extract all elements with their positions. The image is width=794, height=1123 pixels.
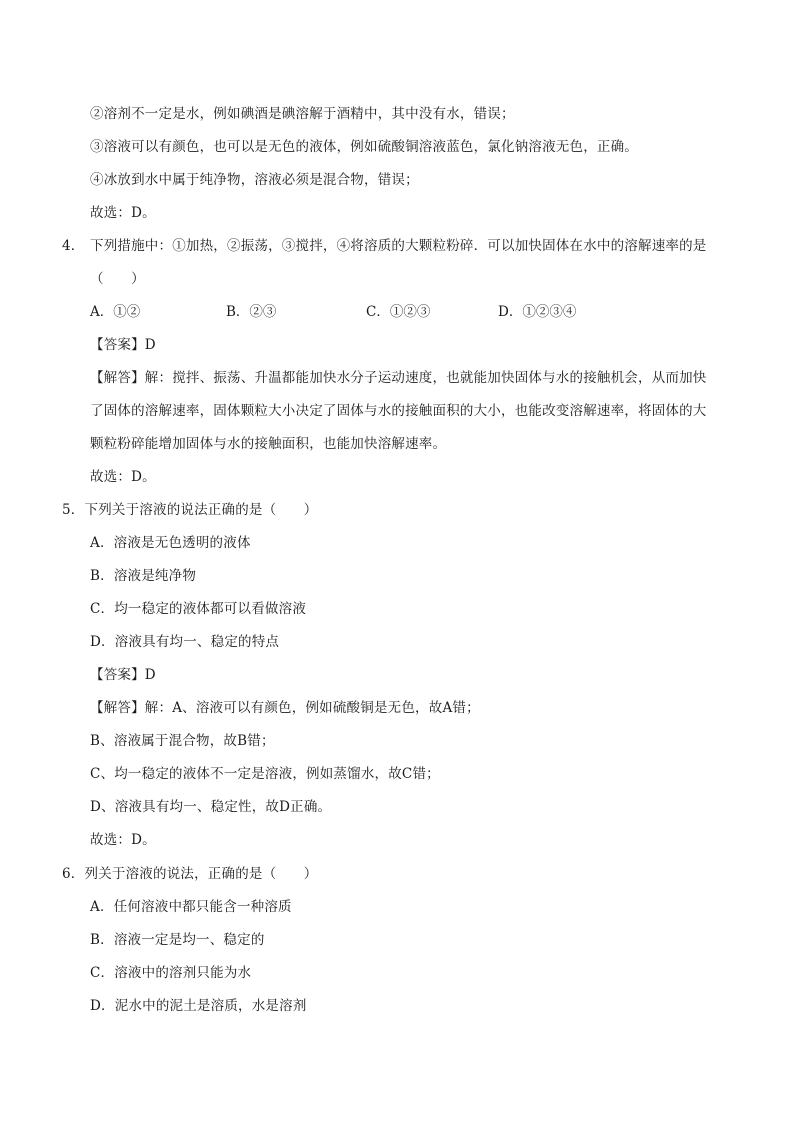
q3-conclusion: 故选：D。: [90, 205, 156, 221]
q3-explanation-point-2: ②溶剂不一定是水，例如碘酒是碘溶解于酒精中，其中没有水，错误；: [90, 106, 515, 122]
q6-stem: 6．列关于溶液的说法，正确的是（ ）: [62, 866, 318, 882]
q4-option-d: D．①②③④: [498, 304, 577, 320]
q6-option-b: B．溶液一定是均一、稳定的: [90, 932, 265, 948]
q5-explanation-line-3: C、均一稳定的液体不一定是溶液，例如蒸馏水，故C错；: [90, 766, 440, 782]
q4-number: 4．: [62, 238, 85, 254]
q4-option-c: C．①②③: [366, 304, 431, 320]
q4-conclusion: 故选：D。: [90, 469, 156, 485]
q4-explanation-line-3: 颗粒粉碎能增加固体与水的接触面积，也能加快溶解速率。: [90, 436, 447, 452]
q6-option-d: D．泥水中的泥土是溶质，水是溶剂: [90, 998, 307, 1014]
q5-explanation-line-1: 【解答】解：A、溶液可以有颜色，例如硫酸铜是无色，故A错；: [90, 700, 480, 716]
q5-conclusion: 故选：D。: [90, 832, 156, 848]
q4-answer: 【答案】D: [90, 337, 156, 353]
q6-option-c: C．溶液中的溶剂只能为水: [90, 965, 252, 981]
q5-option-b: B．溶液是纯净物: [90, 568, 197, 584]
q5-stem: 5．下列关于溶液的说法正确的是（ ）: [62, 502, 318, 518]
q5-option-a: A．溶液是无色透明的液体: [90, 535, 251, 551]
q5-answer: 【答案】D: [90, 667, 156, 683]
q5-explanation-line-4: D、溶液具有均一、稳定性，故D正确。: [90, 799, 332, 815]
q3-explanation-point-4: ④冰放到水中属于纯净物，溶液必须是混合物，错误；: [90, 172, 419, 188]
q4-option-b: B．②③: [226, 304, 277, 320]
q5-explanation-line-2: B、溶液属于混合物，故B错；: [90, 733, 275, 749]
q4-stem: 下列措施中：①加热，②振荡，③搅拌，④将溶质的大颗粒粉碎．可以加快固体在水中的溶解速率的是: [90, 238, 707, 254]
q3-explanation-point-3: ③溶液可以有颜色，也可以是无色的液体，例如硫酸铜溶液蓝色，氯化钠溶液无色，正确。: [90, 139, 638, 155]
q6-option-a: A．任何溶液中都只能含一种溶质: [90, 899, 292, 915]
q5-option-c: C．均一稳定的液体都可以看做溶液: [90, 601, 307, 617]
q4-explanation-line-2: 了固体的溶解速率，固体颗粒大小决定了固体与水的接触面积的大小，也能改变溶解速率，将固体的大: [90, 403, 707, 419]
q4-options: [90, 302, 650, 322]
q4-explanation-line-1: 【解答】解：搅拌、振荡、升温都能加快水分子运动速度，也就能加快固体与水的接触机会，从而加快: [90, 370, 707, 386]
q4-blank: （ ）: [90, 271, 145, 287]
q4-option-a: A．①②: [90, 304, 141, 320]
q5-option-d: D．溶液具有均一、稳定的特点: [90, 634, 280, 650]
